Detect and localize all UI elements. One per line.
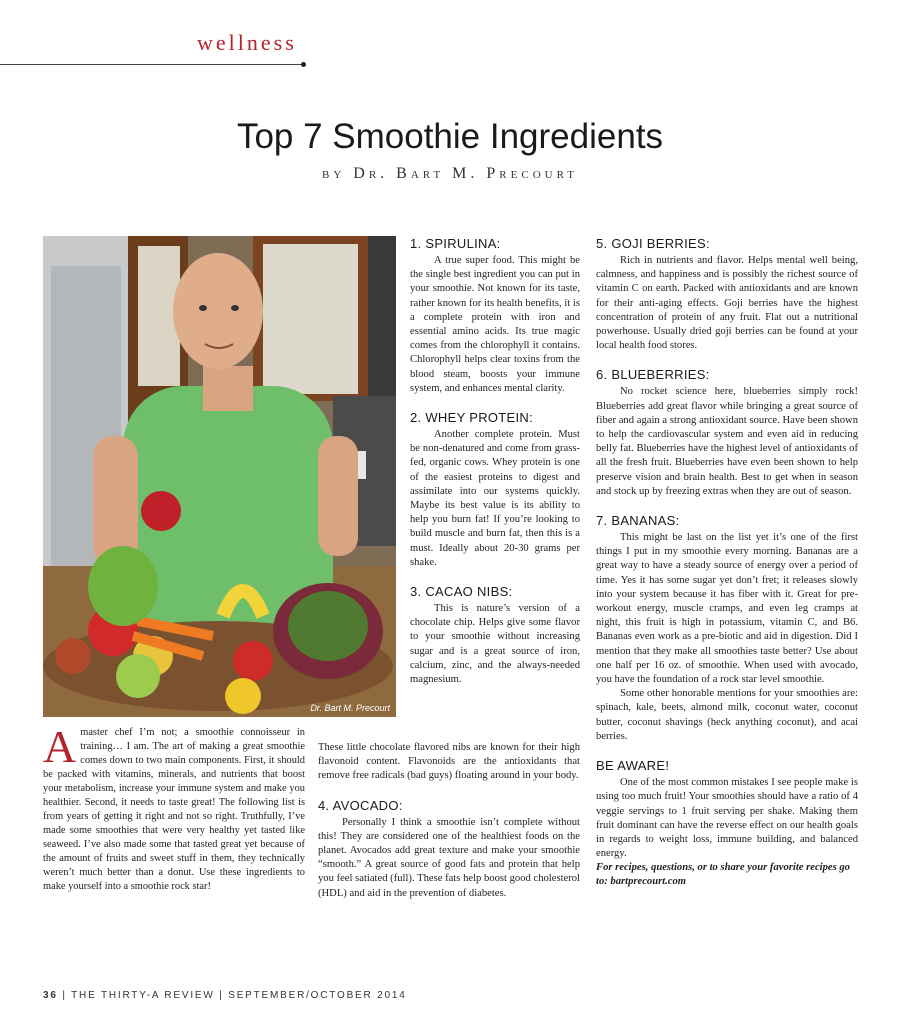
ingredient-text: Personally I think a smoothie isn’t complete without this! They are considered one of the healthiest foods on the planet. Avocados add great texture and make your smoothie “smooth.” A great source of good fats and protein that help you feel satiated (full). These fats help boost good cholesterol (HDL) and aid in the prevention of diabetes. [318, 816, 580, 899]
ingredient-section-4 [318, 798, 580, 901]
ingredient-section-2 [410, 410, 580, 570]
photo-credit: Dr. Bart M. Precourt [310, 703, 390, 713]
column-middle-lower [318, 741, 580, 915]
ingredient-text: This is nature’s version of a chocolate chip. Helps give some flavor to your smoothie without increasing sugar and is a great source of iron, calcium, zinc, and the always-needed magnesium. [410, 603, 580, 686]
ingredient-text: No rocket science here, blueberries simply rock! Blueberries add great flavor while bringing a great source of fiber and again a strong antioxidant source. Have been shown to help the cardiovascular system and even aid in reducing belly fat. Blueberries have the highest level of antioxidants of all the fresh fruit. Blueberries have even been shown to help preserve vision and brain health. Best to get when in season and stock up by freezing extras when they are out of season. [596, 386, 858, 497]
article-byline: by Dr. Bart M. Precourt [322, 165, 578, 182]
author-photo [43, 236, 396, 717]
ingredient-text: Rich in nutrients and flavor. Helps mental well being, calmness, and happiness and is possibly the richest source of vitamin C on earth. Packed with antioxidants and are known for their anti-aging effects. Goji berries have the highest concentration of protein of any fruit. Flat out a nutritional powerhouse. Usually dried goji berries can be found at your local health food stores. [596, 255, 858, 352]
ingredient-heading: 6. BLUEBERRIES: [596, 367, 710, 383]
ingredient-heading: 5. GOJI BERRIES: [596, 236, 710, 251]
issue-date: SEPTEMBER/OCTOBER 2014 [228, 990, 407, 1001]
column-right [596, 236, 858, 903]
beware-heading: BE AWARE! [596, 758, 670, 774]
ingredient-section-1 [410, 236, 580, 396]
ingredient-section-7 [596, 513, 858, 744]
page-footer [43, 990, 407, 1001]
intro-text: master chef I’m not; a smoothie connoisseur in training… I am. The art of making a great smoothie comes down to two main components. First, it should be packed with vitamins, minerals, and nutrients that boost your metabolism, increase your immune system and make you healthier. Second, it needs to taste great! The following list is from years of getting it right and not so right. Truthfully, I’ve made some smoothies that were very healthy yet tasted like seaweed. I’ve also made some that tasted great yet because of the amount of fruits and sweet stuff in them, they technically weren’t much better than a donut. Use these ingredients to make yourself into a smoothie rock star! [43, 727, 305, 892]
ingredient-section-3 [410, 584, 580, 687]
article-title: Top 7 Smoothie Ingredients [236, 117, 664, 156]
ingredient-heading: 1. SPIRULINA: [410, 236, 501, 251]
ingredient-text: A true super food. This might be the single best ingredient you can put in your smoothie. Not known for its taste, rather known for its health benefits, it is a complete protein with iron and essential amino acids. Its true magic comes from the chlorophyll it contains. Chlorophyll helps clear toxins from the blood steam, boosts your immune system, and enhances mental clarity. [410, 255, 580, 394]
column-middle-upper [410, 236, 580, 701]
ingredient-text: Another complete protein. Must be non-denatured and come from grass-fed, organic cows. Whey protein is one of the easiest proteins to digest and assimilate into our systems quickly. Maybe its best value is its ability to help you burn fat! If you’re looking to build muscle and burn fat, then this is a must. Ideally about 20-30 grams per shake. [410, 429, 580, 568]
section-label: wellness [197, 30, 297, 55]
call-to-action: For recipes, questions, or to share your favorite recipes go to: bartprecourt.com [596, 862, 850, 888]
page-number: 36 [43, 990, 58, 1001]
ingredient-heading: 4. AVOCADO: [318, 797, 403, 813]
ingredient-section-3-continued [318, 741, 580, 784]
ingredient-heading: 3. CACAO NIBS: [410, 584, 513, 600]
beware-text: One of the most common mistakes I see people make is using too much fruit! Your smoothies should have a ratio of 4 veggie servings to 1 fruit serving per shake. Making them fruit dominant can have the reverse effect on our health goals in regards to weight loss, immune building, and balanced energy. [596, 777, 858, 860]
author-photo-illustration [43, 236, 396, 717]
honorable-mentions-text: Some other honorable mentions for your smoothies are: spinach, kale, beets, almond milk, coconut water, coconut butter, coconut shavings (heck anything coconut), and acai berries. [596, 688, 858, 742]
footer-separator: | [219, 990, 224, 1001]
section-rule [0, 64, 304, 65]
beware-section [596, 758, 858, 889]
article-intro [43, 721, 305, 894]
ingredient-text-continued: These little chocolate flavored nibs are known for their high flavonoid content. Flavonoids are the antioxidants that remove free radicals (bad guys) floating around in your body. [318, 742, 580, 782]
drop-cap: A [43, 721, 77, 772]
ingredient-heading: 2. WHEY PROTEIN: [410, 410, 534, 426]
ingredient-section-5 [596, 236, 858, 353]
ingredient-text: This might be last on the list yet it’s one of the first things I put in my smoothie every morning. Bananas are a great way to have a steady source of energy over a period of time. Yes it has some sugar yet don’t fret; it releases slowly into your system because it has fiber with it. Great for pre-workout energy, muscle cramps, and even leg cramps at night, this fruit is high in potassium, vitamin C, and B6. Bananas even work as a pre-biotic and aid in digestion. Did I mention that they make all smoothies taste better? Use about one half per 16 oz. of smoothie. When used with avocado, you have the foundation of a rock star level smoothie. [596, 532, 858, 686]
footer-separator: | [62, 990, 67, 1001]
publication-name: THE THIRTY-A REVIEW [71, 990, 215, 1001]
section-rule-dot [301, 62, 306, 67]
ingredient-section-6 [596, 367, 858, 499]
ingredient-heading: 7. BANANAS: [596, 513, 680, 529]
